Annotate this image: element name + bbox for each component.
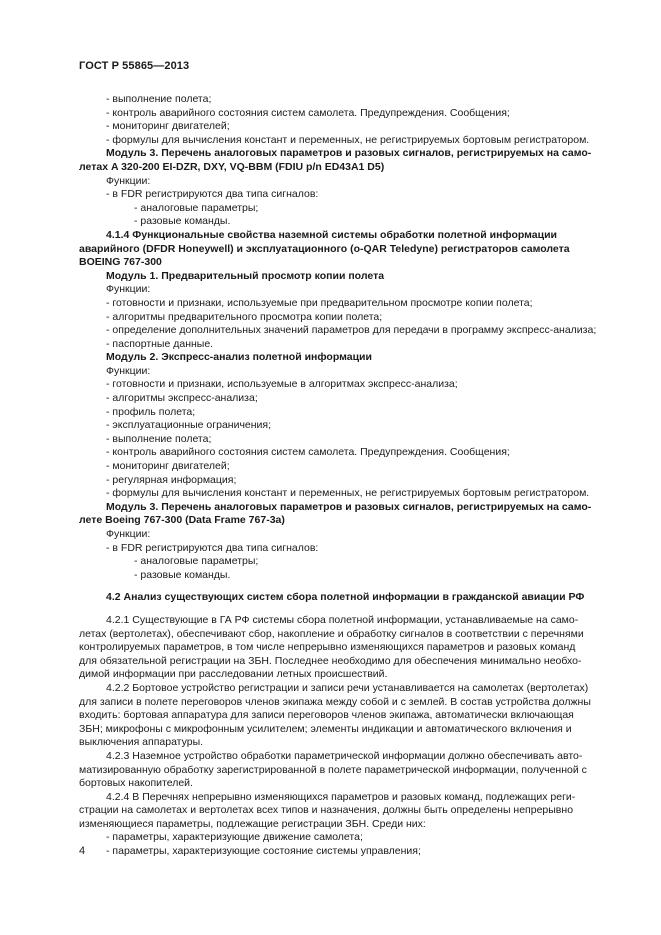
list-item: - готовности и признаки, используемые при предварительном просмотре копии полета; <box>106 296 533 309</box>
module2-heading: Модуль 2. Экспресс-анализ полетной информации <box>106 351 372 364</box>
module3-heading-line2: лете Boeing 767-300 (Data Frame 767-3a) <box>79 514 285 527</box>
page-number: 4 <box>79 845 86 857</box>
paragraph-line: бортовых накопителей. <box>79 777 193 790</box>
list-item: - определение дополнительных значений параметров для передачи в программу экспресс-анализа; <box>106 324 597 337</box>
list-item: - регулярная информация; <box>106 473 237 486</box>
sub-list-item: - разовые команды. <box>134 215 231 228</box>
functions-label: Функции: <box>106 174 151 187</box>
paragraph-line: для обязательной регистрации на ЗБН. Последнее необходимо для обеспечения минимально необхо- <box>79 654 582 667</box>
list-item: - мониторинг двигателей; <box>106 460 230 473</box>
page-body <box>79 93 615 859</box>
paragraph-line: ЗБН; микрофоны с микрофонным усилителем; элементы индикации и автоматического включения и <box>79 722 572 735</box>
list-item: - контроль аварийного состояния систем самолета. Предупреждения. Сообщения; <box>106 446 510 459</box>
list-item: - в FDR регистрируются два типа сигналов: <box>106 188 319 201</box>
section-414-line1: 4.1.4 Функциональные свойства наземной системы обработки полетной информации <box>106 228 557 241</box>
sub-list-item: - разовые команды. <box>134 568 231 581</box>
module3-heading-line1: Модуль 3. Перечень аналоговых параметров и разовых сигналов, регистрируемых на само- <box>106 500 592 513</box>
list-item: - эксплуатационные ограничения; <box>106 419 272 432</box>
functions-label: Функции: <box>106 364 151 377</box>
section-42-heading: 4.2 Анализ существующих систем сбора полетной информации в гражданской авиации РФ <box>106 591 585 604</box>
paragraph-line: для записи в полете переговоров членов экипажа между собой и с землей. В состав устройства должны <box>79 695 591 708</box>
section-414-line3: BOEING 767-300 <box>79 256 162 269</box>
list-item: - паспортные данные. <box>106 337 214 350</box>
list-item: - параметры, характеризующие движение самолета; <box>106 831 363 844</box>
paragraph-line: летах (вертолетах), обеспечивают сбор, накопление и обработку сигналов в соответствии с перечнями <box>79 627 584 640</box>
list-item: - алгоритмы предварительного просмотра копии полета; <box>106 310 383 323</box>
list-item: - выполнение полета; <box>106 432 212 445</box>
list-item: - алгоритмы экспресс-анализа; <box>106 392 258 405</box>
list-item: - мониторинг двигателей; <box>106 120 230 133</box>
functions-label: Функции: <box>106 528 151 540</box>
paragraph-line: димой информации при расследовании летных происшествий. <box>79 668 388 681</box>
list-item: - контроль аварийного состояния систем самолета. Предупреждения. Сообщения; <box>106 106 510 119</box>
list-item: - выполнение полета; <box>106 93 212 105</box>
standard-header: ГОСТ Р 55865—2013 <box>79 60 190 72</box>
paragraph-line: матизированную обработку зарегистрированной в полете параметрической информации, полученной с <box>79 763 587 776</box>
list-item: - в FDR регистрируются два типа сигналов: <box>106 541 319 554</box>
list-item: - профиль полета; <box>106 405 196 418</box>
module3-heading-line1: Модуль 3. Перечень аналоговых параметров и разовых сигналов, регистрируемых на само- <box>106 147 592 160</box>
list-item: - параметры, характеризующие состояние системы управления; <box>106 845 421 858</box>
paragraph-line: изменяющиеся параметры, подлежащие регистрации ЗБН. Среди них: <box>79 817 426 830</box>
list-item: - формулы для вычисления констант и переменных, не регистрируемых бортовым регистратором. <box>106 487 590 500</box>
sub-list-item: - аналоговые параметры; <box>134 555 259 568</box>
paragraph-line: 4.2.3 Наземное устройство обработки параметрической информации должно обеспечивать авто- <box>106 749 583 762</box>
sub-list-item: - аналоговые параметры; <box>134 201 259 214</box>
list-item: - формулы для вычисления констант и переменных, не регистрируемых бортовым регистратором. <box>106 133 590 146</box>
paragraph-line: страции на самолетах и вертолетах всех типов и назначения, должны быть определены непрерывно <box>79 804 574 817</box>
module3-heading-line2: летах A 320-200 EI-DZR, DXY, VQ-BBM (FDIU p/n ED43A1 D5) <box>79 160 385 173</box>
list-item: - готовности и признаки, используемые в алгоритмах экспресс-анализа; <box>106 378 458 391</box>
functions-label: Функции: <box>106 283 151 296</box>
paragraph-line: выключения аппаратуры. <box>79 736 204 749</box>
paragraph-line: 4.2.2 Бортовое устройство регистрации и записи речи устанавливается на самолетах (вертолетах) <box>106 681 589 694</box>
paragraph-line: 4.2.4 В Перечнях непрерывно изменяющихся параметров и разовых команд, подлежащих реги- <box>106 790 576 803</box>
paragraph-line: входить: бортовая аппаратура для записи переговоров членов экипажа, автоматически включающая <box>79 709 574 722</box>
section-414-line2: аварийного (DFDR Honeywell) и эксплуатационного (o-QAR Teledyne) регистраторов самолета <box>79 242 570 255</box>
module1-heading: Модуль 1. Предварительный просмотр копии полета <box>106 269 385 282</box>
paragraph-line: 4.2.1 Существующие в ГА РФ системы сбора полетной информации, устанавливаемые на само- <box>106 613 579 626</box>
paragraph-line: контролируемых параметров, в том числе непрерывно изменяющихся параметров и разовых команд <box>79 641 576 654</box>
